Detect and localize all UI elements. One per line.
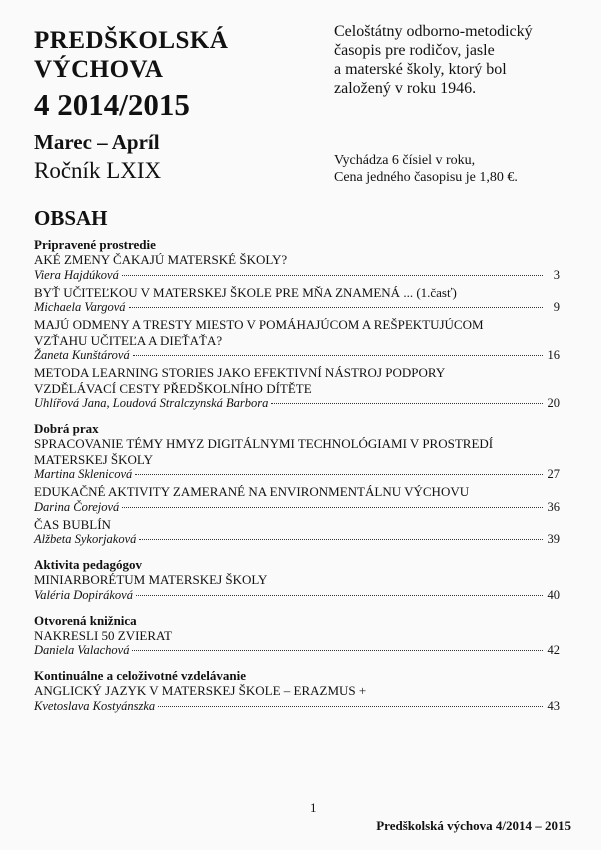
article-page-number: 43: [547, 698, 560, 713]
volume-number: Ročník LXIX: [34, 158, 162, 183]
article-title-line: ČAS BUBLÍN: [34, 516, 111, 532]
article-title-line: SPRACOVANIE TÉMY HMYZ DIGITÁLNYMI TECHNOLÓGIAMI V PROSTREDÍ: [34, 436, 494, 451]
toc-section: [34, 613, 560, 659]
article-page-number: 20: [547, 396, 560, 410]
article-title-line: BYŤ UČITEĽKOU V MATERSKEJ ŠKOLE PRE MŇA ZNAMENÁ ... (1.časť): [34, 284, 457, 300]
article-title-line: ANGLICKÝ JAZYK V MATERSKEJ ŠKOLE – ERAZMUS +: [34, 683, 367, 698]
article-author: Valéria Dopiráková: [34, 587, 133, 602]
description-line: založený v roku 1946.: [334, 80, 477, 97]
article-author: Kvetoslava Kostyánszka: [34, 698, 156, 713]
section-title: Pripravené prostredie: [34, 237, 156, 252]
publication-frequency: [334, 152, 574, 186]
dot-leader: [133, 355, 543, 356]
dot-leader: [132, 650, 543, 651]
dot-leader: [122, 507, 543, 508]
toc-entry[interactable]: [34, 436, 560, 482]
article-title-line: VZDĚLÁVACÍ CESTY PŘEDŠKOLNÍHO DÍTĚTE: [34, 380, 312, 396]
author-page-line: [34, 588, 560, 603]
article-page-number: 16: [547, 348, 560, 362]
article-author: Daniela Valachová: [34, 643, 130, 657]
author-page-line: [34, 268, 560, 283]
table-of-contents: [34, 237, 560, 724]
toc-section: [34, 421, 560, 547]
frequency-line: Vychádza 6 čísiel v roku,: [334, 153, 476, 168]
article-title-line: NAKRESLI 50 ZVIERAT: [34, 627, 172, 643]
article-title-line: MAJÚ ODMENY A TRESTY MIESTO V POMÁHAJÚCOM A REŠPEKTUJÚCOM: [34, 317, 484, 332]
dot-leader: [139, 539, 543, 540]
article-page-number: 36: [547, 499, 560, 514]
dot-leader: [136, 595, 543, 596]
magazine-name: [34, 26, 228, 84]
section-title: Aktivita pedagógov: [34, 557, 142, 572]
magazine-description: [334, 22, 574, 98]
price-line: Cena jedného časopisu je 1,80 €.: [334, 170, 518, 185]
toc-section: [34, 668, 560, 714]
toc-section: [34, 237, 560, 411]
dot-leader: [271, 403, 543, 404]
page-number: 1: [310, 800, 317, 815]
article-page-number: 39: [547, 532, 560, 546]
toc-entry[interactable]: [34, 517, 560, 548]
magazine-name-line1: PREDŠKOLSKÁ: [34, 27, 229, 54]
description-line: časopis pre rodičov, jasle: [334, 42, 495, 59]
magazine-name-line2: VÝCHOVA: [34, 56, 164, 83]
author-page-line: [34, 532, 560, 547]
author-page-line: [34, 348, 560, 363]
article-author: Michaela Vargová: [34, 300, 126, 314]
article-page-number: 3: [553, 267, 560, 282]
toc-entry[interactable]: [34, 683, 560, 714]
article-author: Darina Čorejová: [34, 499, 120, 514]
footer-text: Predškolská výchova 4/2014 – 2015: [376, 818, 571, 833]
author-page-line: [34, 500, 560, 515]
toc-section: [34, 557, 560, 603]
issue-months: Marec – Apríl: [34, 130, 160, 154]
dot-leader: [122, 275, 543, 276]
toc-entry[interactable]: [34, 252, 560, 283]
article-title-line: MINIARBORÉTUM MATERSKEJ ŠKOLY: [34, 572, 268, 587]
author-page-line: [34, 396, 560, 411]
toc-entry[interactable]: [34, 365, 560, 411]
article-page-number: 27: [547, 467, 560, 481]
contents-heading: OBSAH: [34, 206, 108, 230]
dot-leader: [135, 474, 543, 475]
author-page-line: [34, 643, 560, 658]
author-page-line: [34, 300, 560, 315]
section-title: Dobrá prax: [34, 421, 99, 436]
article-author: Martina Sklenicová: [34, 467, 133, 481]
article-title-line: VZŤAHU UČITEĽA A DIEŤAŤA?: [34, 332, 223, 348]
article-author: Viera Hajdúková: [34, 267, 119, 282]
author-page-line: [34, 699, 560, 714]
section-title: Otvorená knižnica: [34, 612, 137, 628]
toc-entry[interactable]: [34, 317, 560, 363]
toc-entry[interactable]: [34, 285, 560, 316]
article-title-line: METODA LEARNING STORIES JAKO EFEKTIVNÍ NÁSTROJ PODPORY: [34, 365, 446, 380]
toc-entry[interactable]: [34, 628, 560, 659]
author-page-line: [34, 467, 560, 482]
article-author: Alžbeta Sykorjaková: [34, 532, 137, 546]
article-title-line: MATERSKEJ ŠKOLY: [34, 451, 153, 467]
article-title-line: EDUKAČNÉ AKTIVITY ZAMERANÉ NA ENVIRONMENTÁLNU VÝCHOVU: [34, 484, 470, 499]
article-page-number: 42: [547, 643, 560, 657]
issue-number: 4 2014/2015: [34, 87, 190, 122]
article-page-number: 9: [553, 300, 560, 314]
article-author: Žaneta Kunštárová: [34, 348, 130, 362]
toc-entry[interactable]: [34, 484, 560, 515]
description-line: Celoštátny odborno-metodický: [334, 23, 533, 40]
toc-entry[interactable]: [34, 572, 560, 603]
article-author: Uhlířová Jana, Loudová Stralczynská Barbora: [34, 396, 269, 410]
dot-leader: [158, 706, 543, 707]
dot-leader: [129, 307, 543, 308]
article-page-number: 40: [547, 587, 560, 602]
description-line: a materské školy, ktorý bol: [334, 61, 507, 78]
section-title: Kontinuálne a celoživotné vzdelávanie: [34, 668, 246, 683]
article-title-line: AKÉ ZMENY ČAKAJÚ MATERSKÉ ŠKOLY?: [34, 252, 288, 267]
